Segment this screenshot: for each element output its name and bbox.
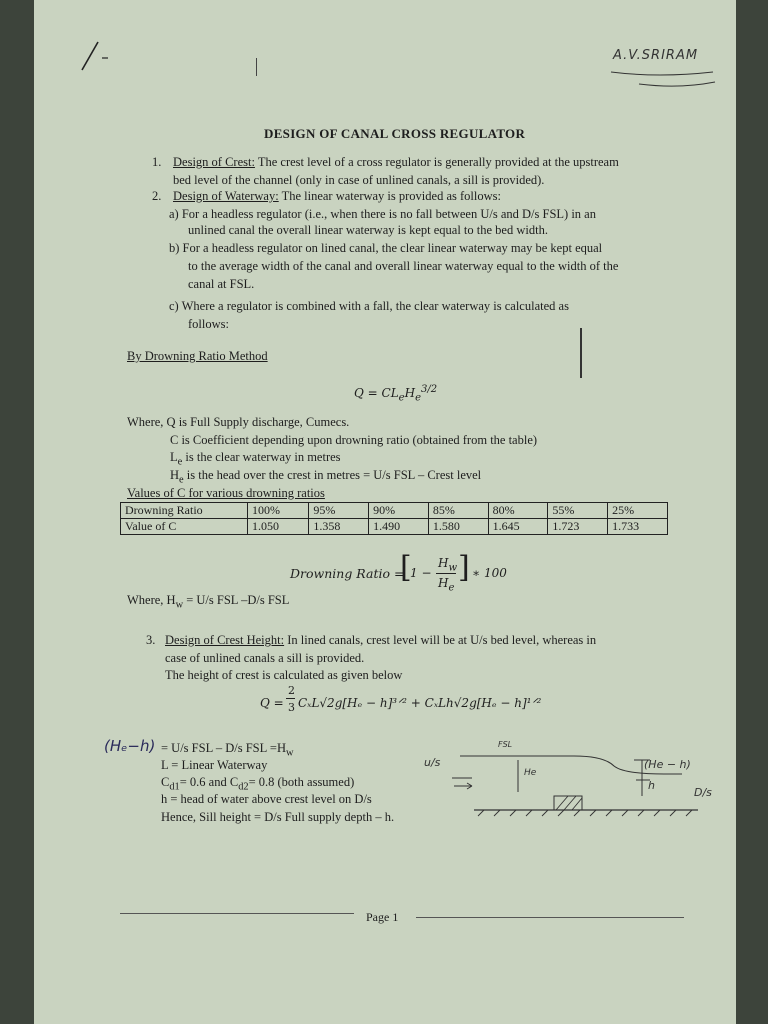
diagram-he-h-label: (He − h) [644, 758, 691, 771]
eq1-h: H [404, 386, 416, 400]
bracket-left: [ [400, 550, 412, 585]
table-title: Values of C for various drowning ratios [127, 486, 325, 500]
section-2-text: The linear waterway is provided as follows: [278, 189, 501, 203]
drowning-ratio-times: ∗ 100 [472, 566, 507, 580]
where-hw [127, 592, 289, 614]
cd1-symbol: C [161, 775, 170, 789]
bracket-right: ] [458, 550, 470, 585]
hw-where-text: = U/s FSL –D/s FSL [183, 593, 290, 607]
section-3-heading: Design of Crest Height: [165, 633, 285, 647]
section-2a-line-2: unlined canal the overall linear waterway is kept equal to the bed width. [188, 223, 548, 237]
where-q: Where, Q is Full Supply discharge, Cumecs. [127, 415, 350, 429]
def-he-h-text: = U/s FSL – D/s FSL =H [161, 741, 287, 755]
section-3-line-1 [165, 632, 596, 648]
section-1-line-1 [173, 154, 619, 170]
he-den-sub: e [448, 582, 455, 594]
def-linear-waterway: L = Linear Waterway [161, 758, 268, 772]
pen-mark [78, 38, 118, 74]
he-text: is the head over the crest in metres = U/s FSL – Crest level [183, 468, 482, 482]
section-2c-line-2: follows: [188, 317, 229, 331]
diagram-ds-label: D/s [694, 786, 712, 799]
le-sub: e [177, 456, 183, 468]
eq3-lhs: Q = [260, 696, 284, 710]
eq3-frac-bar [286, 698, 295, 699]
page-title: DESIGN OF CANAL CROSS REGULATOR [264, 126, 526, 141]
table-cell: 1.490 [369, 519, 429, 535]
eq1-sub2: e [415, 392, 421, 404]
table-cell: Value of C [121, 519, 248, 535]
equation-q-cle [354, 384, 437, 403]
section-3-text: In lined canals, crest level will be at U/s bed level, whereas in [284, 633, 597, 647]
diagram-he-label: He [524, 768, 537, 778]
diagram-fsl-label: FSL [498, 740, 513, 749]
where-c: C is Coefficient depending upon drowning ratio (obtained from the table) [170, 433, 538, 447]
section-1-text: The crest level of a cross regulator is generally provided at the upstream [254, 155, 619, 169]
def-he-h-sub: w [286, 747, 294, 759]
section-3-number: 3. [146, 633, 156, 647]
table-cell: Drowning Ratio [121, 503, 248, 519]
cd-rest: = 0.8 (both assumed) [248, 775, 355, 789]
drowning-ratio-label: Drowning Ratio = [290, 566, 405, 581]
def-h: h = head of water above crest level on D/s [161, 792, 372, 806]
he-den-symbol: H [438, 576, 449, 590]
fraction-numerator [438, 556, 457, 573]
fraction-bar [436, 573, 456, 574]
table-cell: 90% [369, 503, 429, 519]
section-2b-line-3: canal at FSL. [188, 277, 255, 291]
document-page [34, 0, 736, 1024]
section-3-line-3: The height of crest is calculated as given below [165, 668, 403, 682]
cross-regulator-sketch [414, 738, 714, 828]
table-row [121, 503, 668, 519]
section-1-number: 1. [152, 155, 162, 169]
hw-where-sub: w [175, 599, 184, 611]
fraction-denominator [438, 576, 454, 593]
def-sill-height: Hence, Sill height = D/s Full supply depth – h. [161, 810, 395, 824]
table-cell: 1.050 [248, 519, 309, 535]
c-values-table [120, 502, 668, 535]
cd2-sub: d2 [238, 781, 249, 793]
sill-hatch [556, 796, 582, 810]
section-2a-line-1: a) For a headless regulator (i.e., when there is no fall between U/s and D/s FSL) in an [169, 207, 596, 221]
drowning-method-heading: By Drowning Ratio Method [127, 349, 268, 363]
table-cell: 1.645 [488, 519, 548, 535]
he-sub: e [179, 474, 184, 486]
le-text: is the clear waterway in metres [182, 450, 341, 464]
table-cell: 1.580 [428, 519, 488, 535]
table-cell: 85% [428, 503, 488, 519]
footer-rule-right [416, 917, 684, 918]
hw-sub: w [448, 562, 458, 574]
table-cell: 25% [608, 503, 668, 519]
table-cell: 95% [309, 503, 369, 519]
eq1-sup: 3/2 [420, 384, 438, 395]
diagram-us-label: u/s [424, 756, 441, 769]
section-3-line-2: case of unlined canals a sill is provided. [165, 651, 365, 665]
footer-rule-left [120, 913, 354, 914]
table-cell: 80% [488, 503, 548, 519]
signature-underline [609, 64, 719, 92]
section-1-heading: Design of Crest: [173, 155, 255, 169]
he-symbol: H [170, 468, 180, 482]
le-symbol: L [170, 450, 178, 464]
section-1-line-2: bed level of the channel (only in case of unlined canals, a sill is provided). [173, 173, 545, 187]
section-2b-line-2: to the average width of the canal and overall linear waterway equal to the width of the [188, 259, 619, 273]
cd1-sub: d1 [169, 781, 180, 793]
handwritten-note: (Hₑ−h) [104, 737, 156, 755]
table-cell: 1.733 [608, 519, 668, 535]
table-cell: 1.723 [548, 519, 608, 535]
author-signature: A.V.SRIRAM [613, 48, 699, 63]
table-row [121, 519, 668, 535]
eq3-rest: CₓL√2g[Hₑ − h]³ᐟ² + CₓLh√2g[Hₑ − h]¹ᐟ² [298, 696, 542, 710]
section-2-heading: Design of Waterway: [173, 189, 279, 203]
margin-mark [580, 328, 582, 378]
drowning-ratio-one: 1 − [410, 566, 432, 580]
ground-hatch [478, 810, 692, 816]
section-2-line-1 [173, 188, 501, 204]
section-2-number: 2. [152, 189, 162, 203]
section-2b-line-1: b) For a headless regulator on lined canal, the clear linear waterway may be kept equal [169, 241, 603, 255]
page-number: Page 1 [366, 910, 399, 924]
hw-symbol: H [438, 556, 449, 570]
eq1-main: Q = CL [354, 386, 399, 400]
eq3-frac-den: 3 [288, 701, 295, 714]
eq1-sub: e [398, 392, 405, 404]
table-cell: 55% [548, 503, 608, 519]
table-cell: 100% [248, 503, 309, 519]
tick-mark [256, 58, 257, 76]
diagram-h-label: h [648, 779, 655, 792]
hw-where-symbol: Where, H [127, 593, 176, 607]
cd-mid: = 0.6 and C [179, 775, 239, 789]
eq3-frac-num: 2 [288, 684, 295, 697]
section-2c-line-1: c) Where a regulator is combined with a fall, the clear waterway is calculated as [169, 299, 569, 313]
table-cell: 1.358 [309, 519, 369, 535]
